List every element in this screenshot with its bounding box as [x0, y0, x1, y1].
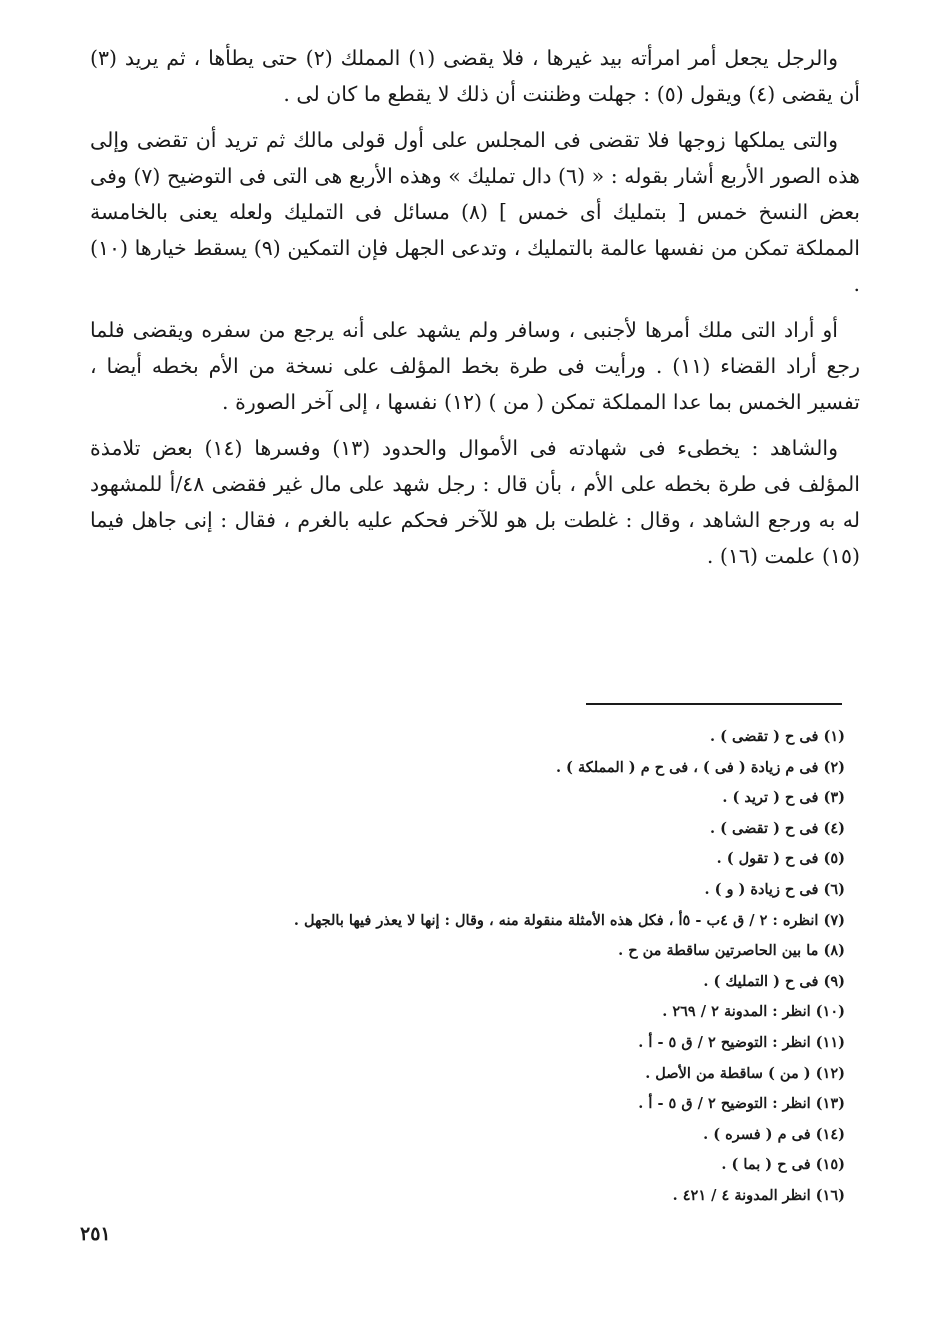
footnote-12: (١٢) ( من ) ساقطة من الأصل .	[645, 1064, 845, 1082]
footnote-14: (١٤) فى م ( فسره ) .	[703, 1125, 845, 1143]
footnote-15: (١٥) فى ح ( بما ) .	[721, 1156, 845, 1174]
footnote-1: (١) فى ح ( تقضى ) .	[710, 728, 845, 745]
footnote-2: (٢) فى م زيادة ( فى ) ، فى ح م ( المملكة ) .	[555, 758, 845, 776]
footnote-9: (٩) فى ح ( التمليك ) .	[703, 972, 845, 990]
footnote-6: (٦) فى ح زيادة ( و ) .	[704, 880, 845, 898]
footnote-13: (١٣) انظر : التوضيح ٢ / ق ٥ - أ .	[638, 1095, 845, 1113]
paragraph-4: والشاهد : يخطىء فى شهادته فى الأموال والحدود (١٣) وفسرها (١٤) بعض تلامذة المؤلف فى طرة بخطه على الأم ، بأن قال : رجل شهد على مال غير فقضى ٤٨/أ للمشهود له به ورجع الشاهد ، وقال : غلطت بل هو للآخر فحكم عليه بالغرم ، فقال : إنى جاهل فيما (١٥) علمت (١٦) .	[90, 436, 860, 568]
footnote-separator	[586, 703, 842, 705]
footnote-16: (١٦) انظر المدونة ٤ / ٤٢١ .	[672, 1186, 845, 1204]
footnote-11: (١١) انظر : التوضيح ٢ / ق ٥ - أ .	[638, 1033, 845, 1051]
main-text	[90, 40, 860, 584]
footnote-3: (٣) فى ح ( تريد ) .	[722, 789, 845, 807]
footnote-5: (٥) فى ح ( تقول ) .	[716, 850, 845, 868]
footnotes	[180, 722, 845, 1212]
footnote-8: (٨) ما بين الحاصرتين ساقطة من ح .	[618, 942, 845, 960]
footnote-7: (٧) انظره : ٢ / ق ٤ب - ٥أ ، فكل هذه الأمثلة منقولة منه ، وقال : إنها لا يعذر فيها بالجهل .	[293, 911, 845, 929]
footnote-10: (١٠) انظر : المدونة ٢ / ٢٦٩ .	[662, 1003, 845, 1021]
paragraph-1: والرجل يجعل أمر امرأته بيد غيرها ، فلا يقضى (١) المملك (٢) حتى يطأها ، ثم يريد (٣) أن يقضى (٤) ويقول (٥) : جهلت وظننت أن ذلك لا يقطع ما كان لى .	[90, 46, 860, 106]
paragraph-2: والتى يملكها زوجها فلا تقضى فى المجلس على أول قولى مالك ثم تريد أن تقضى وإلى هذه الصور الأربع أشار بقوله : « (٦) دال تمليك » وهذه الأربع هى التى فى التوضيح (٧) وفى بعض النسخ خمس [ بتمليك أى خمس ] (٨) مسائل فى التمليك ولعله يعنى بالخامسة المملكة تمكن من نفسها عالمة بالتمليك ، وتدعى الجهل فإن التمكين (٩) يسقط خيارها (١٠) .	[90, 128, 860, 296]
paragraph-3: أو أراد التى ملك أمرها لأجنبى ، وسافر ولم يشهد على أنه يرجع من سفره ويقضى فلما رجع أراد القضاء (١١) . ورأيت فى طرة بخط المؤلف على نسخة من الأم بخطه أيضا ، تفسير الخمس بما عدا المملكة تمكن ( من ) (١٢) نفسها ، إلى آخر الصورة .	[90, 318, 860, 414]
page-number: ٢٥١	[80, 1223, 111, 1245]
footnote-4: (٤) فى ح ( تقضى ) .	[710, 819, 845, 837]
